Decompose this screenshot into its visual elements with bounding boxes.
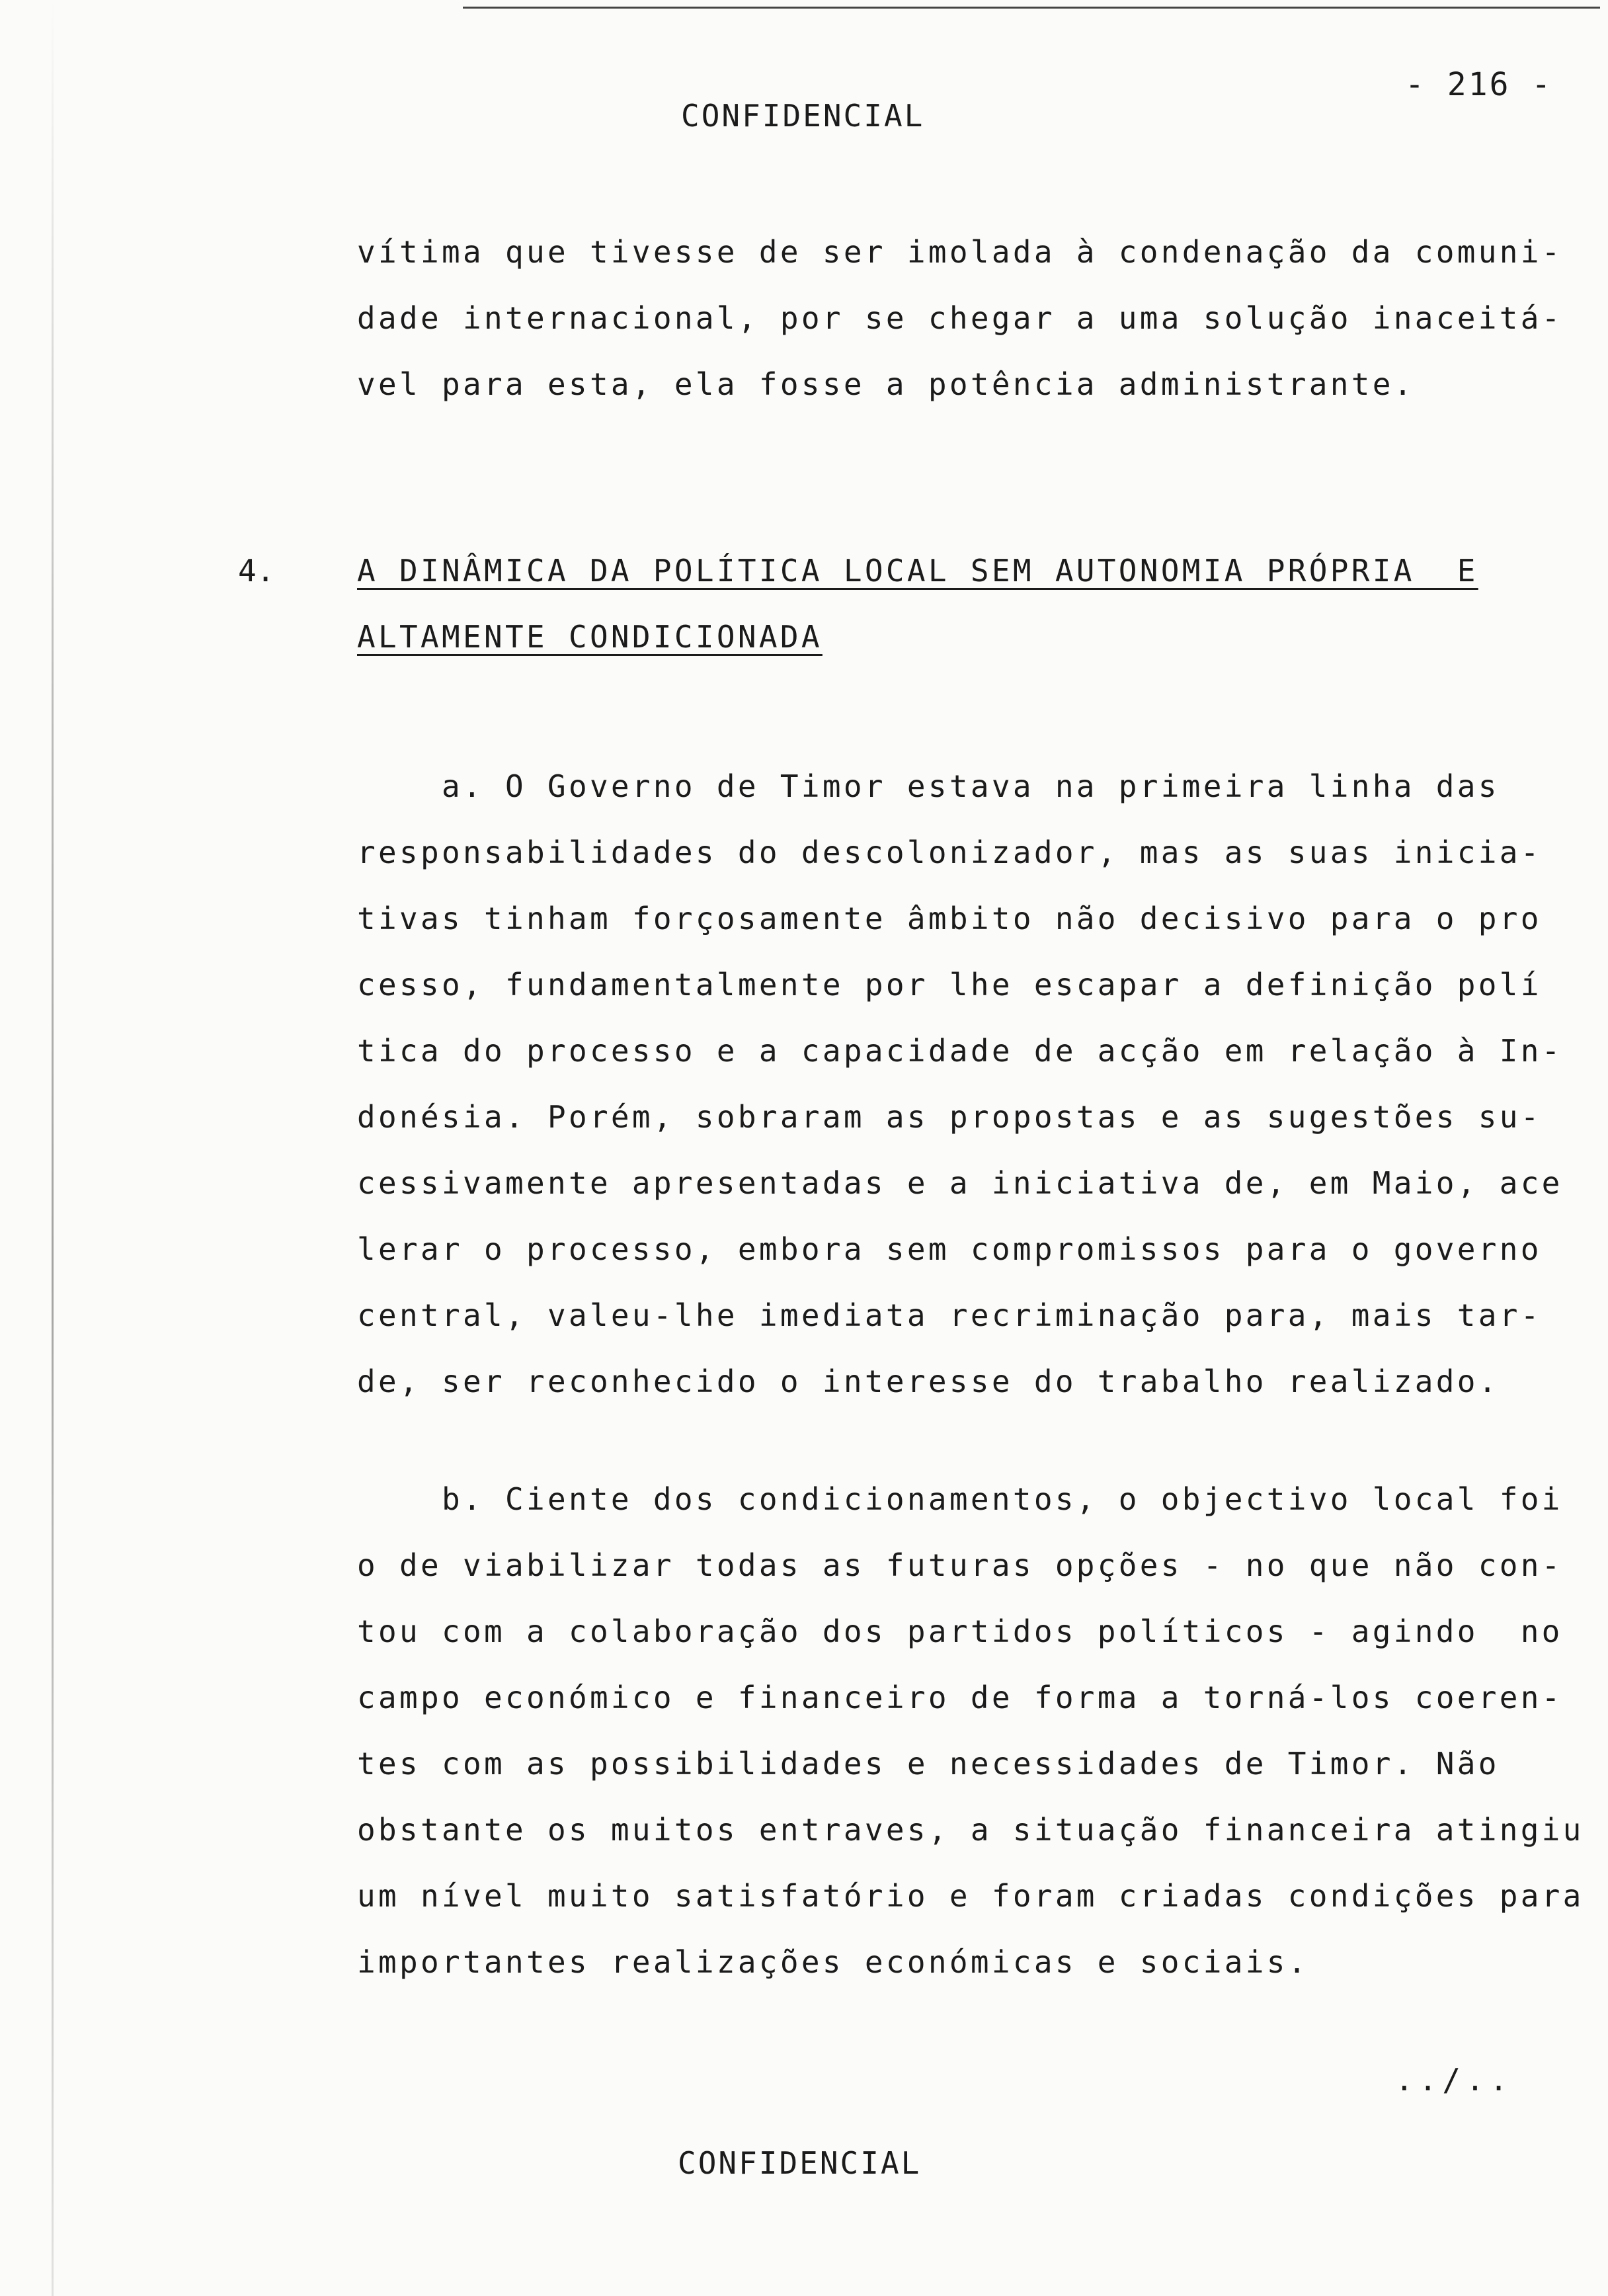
intro-line: vítima que tivesse de ser imolada à condenação da comuni- xyxy=(357,234,1563,270)
paragraph-a-line: central, valeu-lhe imediata recriminação para, mais tar- xyxy=(357,1297,1542,1333)
paragraph-b-line: obstante os muitos entraves, a situação financeira atingiu xyxy=(357,1812,1584,1848)
page-number: - 216 - xyxy=(1405,66,1553,103)
paragraph-a-line: cessivamente apresentadas e a iniciativa de, em Maio, ace xyxy=(357,1165,1563,1201)
paragraph-b-line: importantes realizações económicas e sociais. xyxy=(357,1944,1309,1980)
paragraph-b-line: o de viabilizar todas as futuras opções - no que não con- xyxy=(357,1547,1563,1583)
binding-edge xyxy=(52,0,54,2296)
paragraph-b-line: tes com as possibilidades e necessidades de Timor. Não xyxy=(357,1746,1500,1782)
paragraph-a-line: de, ser reconhecido o interesse do trabalho realizado. xyxy=(357,1364,1500,1399)
intro-line: vel para esta, ela fosse a potência administrante. xyxy=(357,366,1415,402)
section-title-line: ALTAMENTE CONDICIONADA xyxy=(357,619,823,655)
top-rule xyxy=(463,7,1600,9)
paragraph-b-line: campo económico e financeiro de forma a torná-los coeren- xyxy=(357,1680,1563,1715)
continuation-mark: ../.. xyxy=(1395,2062,1513,2098)
paragraph-a-line: a. O Governo de Timor estava na primeira linha das xyxy=(357,768,1500,804)
paragraph-b-line: tou com a colaboração dos partidos políticos - agindo no xyxy=(357,1614,1563,1649)
section-number: 4. xyxy=(238,553,275,589)
paragraph-a-line: cesso, fundamentalmente por lhe escapar a definição polí xyxy=(357,967,1542,1003)
paragraph-b-line: b. Ciente dos condicionamentos, o objectivo local foi xyxy=(357,1481,1563,1517)
intro-line: dade internacional, por se chegar a uma solução inaceitá- xyxy=(357,300,1563,336)
paragraph-a-line: donésia. Porém, sobraram as propostas e as sugestões su- xyxy=(357,1099,1542,1135)
footer-classification: CONFIDENCIAL xyxy=(678,2145,922,2181)
header-classification: CONFIDENCIAL xyxy=(681,98,925,134)
paragraph-a-line: lerar o processo, embora sem compromissos para o governo xyxy=(357,1231,1542,1267)
paragraph-a-line: responsabilidades do descolonizador, mas as suas inicia- xyxy=(357,835,1542,870)
section-title-line: A DINÂMICA DA POLÍTICA LOCAL SEM AUTONOMIA PRÓPRIA E xyxy=(357,553,1478,589)
paragraph-b-line: um nível muito satisfatório e foram criadas condições para xyxy=(357,1878,1584,1914)
paragraph-a-line: tica do processo e a capacidade de acção em relação à In- xyxy=(357,1033,1563,1069)
paragraph-a-line: tivas tinham forçosamente âmbito não decisivo para o pro xyxy=(357,901,1542,936)
